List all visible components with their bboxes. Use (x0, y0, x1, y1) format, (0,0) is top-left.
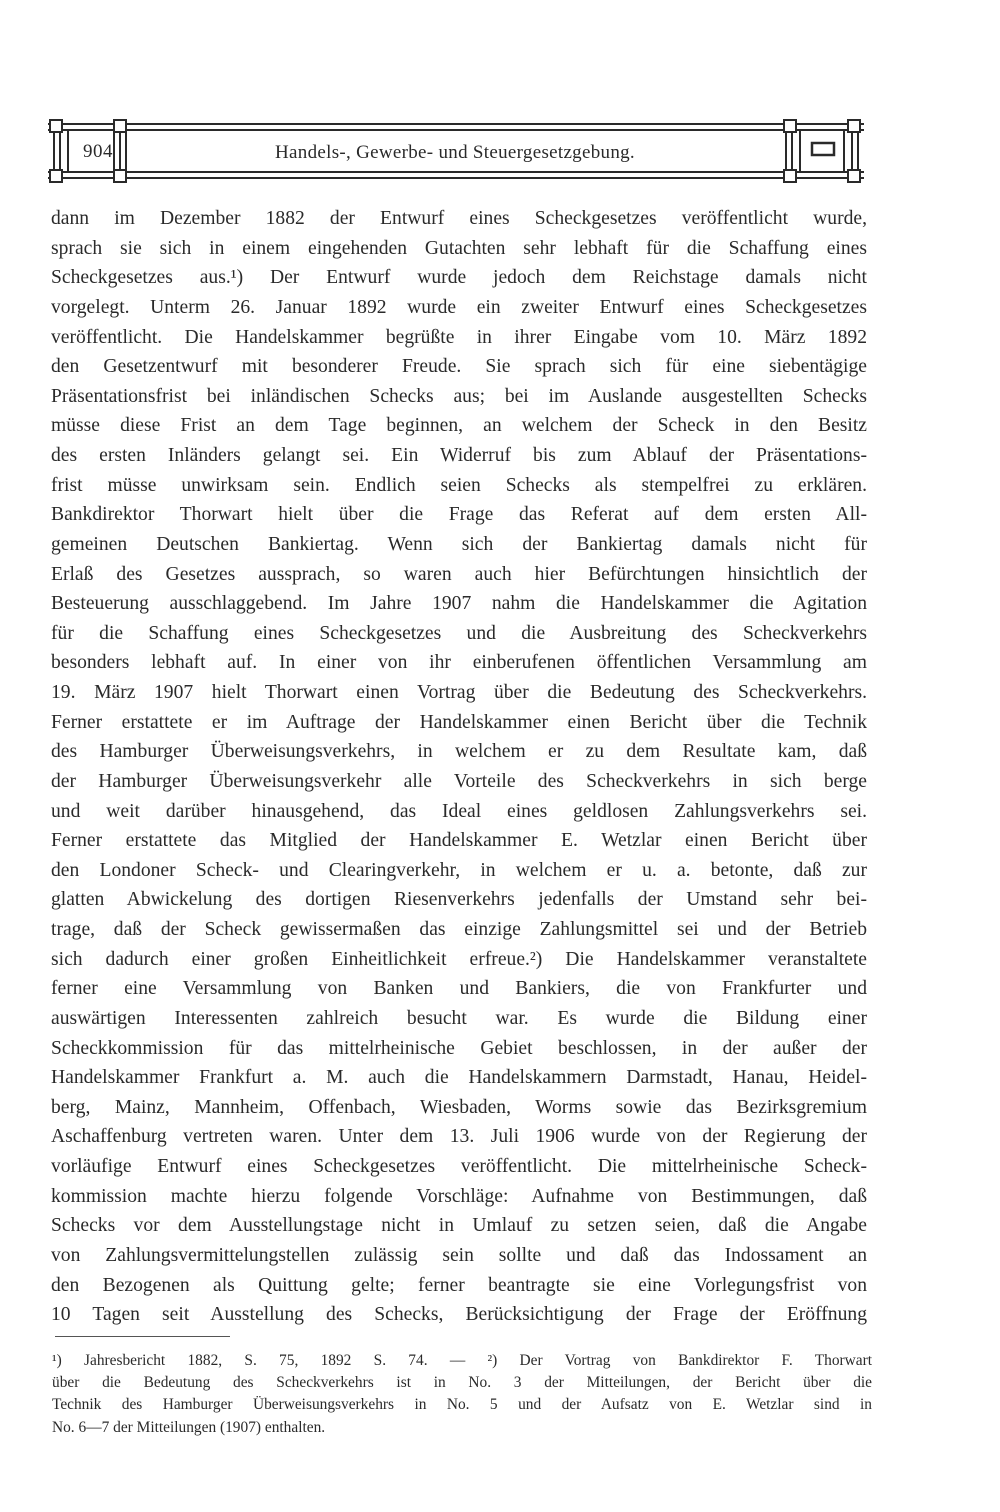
body-text (51, 204, 867, 1330)
text-line: für die Schaffung eines Scheckgesetzes und die Ausbreitung des Scheckverkehrs (51, 622, 867, 644)
text-line: Ferner erstattete er im Auftrage der Handelskammer einen Bericht über die Technik (51, 711, 867, 733)
running-head: Handels-, Gewerbe- und Steuergesetzgebung. (275, 142, 635, 163)
text-line: besonders lebhaft auf. In einer von ihr einberufenen öffentlichen Versammlung am (51, 652, 867, 674)
text-line: der Hamburger Überweisungsverkehr alle Vorteile des Scheckverkehrs in sich berge (51, 770, 867, 792)
text-line: müsse diese Frist an dem Tage beginnen, an welchem der Scheck in den Besitz (51, 415, 867, 437)
text-line: kommission machte hierzu folgende Vorschläge: Aufnahme von Bestimmungen, daß (51, 1185, 867, 1207)
text-line: vorgelegt. Unterm 26. Januar 1892 wurde ein zweiter Entwurf eines Scheckgesetzes (51, 296, 867, 318)
text-line: sich dadurch einer großen Einheitlichkeit erfreue.²) Die Handelskammer veranstaltete (51, 948, 867, 970)
text-line: des ersten Inländers gelangt sei. Ein Widerruf bis zum Ablauf der Präsentations- (51, 445, 867, 466)
text-line: veröffentlicht. Die Handelskammer begrüßte in ihrer Eingabe vom 10. März 1892 (51, 326, 867, 348)
text-line: Handelskammer Frankfurt a. M. auch die Handelskammern Darmstadt, Hanau, Heidel- (51, 1067, 867, 1089)
text-line: Scheckkommission für das mittelrheinische Gebiet beschlossen, in der außer der (51, 1037, 867, 1059)
text-line: Ferner erstattete das Mitglied der Handelskammer E. Wetzlar einen Bericht über (51, 830, 867, 852)
footnote-divider (55, 1336, 230, 1337)
page-header (48, 118, 864, 184)
text-line: 19. März 1907 hielt Thorwart einen Vortrag über die Bedeutung des Scheckverkehrs. (51, 682, 867, 703)
footnote-line: ¹) Jahresbericht 1882, S. 75, 1892 S. 74. — ²) Der Vortrag von Bankdirektor F. Thorwart (52, 1352, 872, 1369)
page-number: 904 (83, 141, 113, 162)
text-line: 10 Tagen seit Ausstellung des Schecks, Berücksichtigung der Frage der Eröffnung (51, 1304, 867, 1326)
text-line: gemeinen Deutschen Bankiertag. Wenn sich der Bankiertag damals nicht für (51, 533, 867, 555)
text-line: sprach sie sich in einem eingehenden Gutachten sehr lebhaft für die Schaffung eines (51, 237, 867, 259)
text-line: Aschaffenburg vertreten waren. Unter dem 13. Juli 1906 wurde von der Regierung der (51, 1126, 867, 1148)
text-line: berg, Mainz, Mannheim, Offenbach, Wiesbaden, Worms sowie das Bezirksgremium (51, 1096, 867, 1118)
text-line: den Bezogenen als Quittung gelte; ferner beantragte sie eine Vorlegungsfrist von (51, 1274, 867, 1296)
text-line: Scheckgesetzes aus.¹) Der Entwurf wurde jedoch dem Reichstage damals nicht (51, 267, 867, 289)
text-line: den Londoner Scheck- und Clearingverkehr, in welchem er u. a. betonte, daß zur (51, 859, 867, 881)
text-line: dann im Dezember 1882 der Entwurf eines Scheckgesetzes veröffentlicht wurde, (51, 208, 867, 229)
text-line: Erlaß des Gesetzes aussprach, so waren auch hier Befürchtungen hinsichtlich der (51, 563, 867, 585)
text-line: des Hamburger Überweisungsverkehrs, in welchem er zu dem Resultate kam, daß (51, 741, 867, 763)
text-line: Präsentationsfrist bei inländischen Schecks aus; bei im Auslande ausgestellten Schecks (51, 385, 867, 407)
footnote-line: über die Bedeutung des Scheckverkehrs ist in No. 3 der Mitteilungen, der Bericht über die (52, 1374, 872, 1392)
text-line: und weit darüber hinausgehend, das Ideal eines geldlosen Zahlungsverkehrs sei. (51, 800, 867, 822)
text-line: vorläufige Entwurf eines Scheckgesetzes veröffentlicht. Die mittelrheinische Scheck- (51, 1156, 867, 1177)
text-line: frist müsse unwirksam sein. Endlich seien Schecks als stempelfrei zu erklären. (51, 474, 867, 496)
text-line: trage, daß der Scheck gewissermaßen das einzige Zahlungsmittel sei und der Betrieb (51, 919, 867, 940)
text-line: ferner eine Versammlung von Banken und Bankiers, die von Frankfurter und (51, 978, 867, 1000)
footnote-line: Technik des Hamburger Überweisungsverkehrs in No. 5 und der Aufsatz von E. Wetzlar sind in (52, 1396, 872, 1414)
text-line: Schecks vor dem Ausstellungstage nicht in Umlauf zu setzen seien, daß die Angabe (51, 1215, 867, 1237)
text-line: den Gesetzentwurf mit besonderer Freude. Sie sprach sich für eine siebentägige (51, 356, 867, 378)
text-line: auswärtigen Interessenten zahlreich besucht war. Es wurde die Bildung einer (51, 1007, 867, 1029)
text-line: Besteuerung ausschlaggebend. Im Jahre 1907 nahm die Handelskammer die Agitation (51, 593, 867, 615)
footnotes (52, 1350, 872, 1439)
footnote-line: No. 6—7 der Mitteilungen (1907) enthalten. (52, 1418, 326, 1436)
text-line: glatten Abwickelung des dortigen Riesenverkehrs jedenfalls der Umstand sehr bei- (51, 889, 867, 911)
text-line: von Zahlungsvermittelungstellen zulässig sein sollte und daß das Indossament an (51, 1244, 867, 1266)
text-line: Bankdirektor Thorwart hielt über die Frage das Referat auf dem ersten All- (51, 504, 867, 526)
